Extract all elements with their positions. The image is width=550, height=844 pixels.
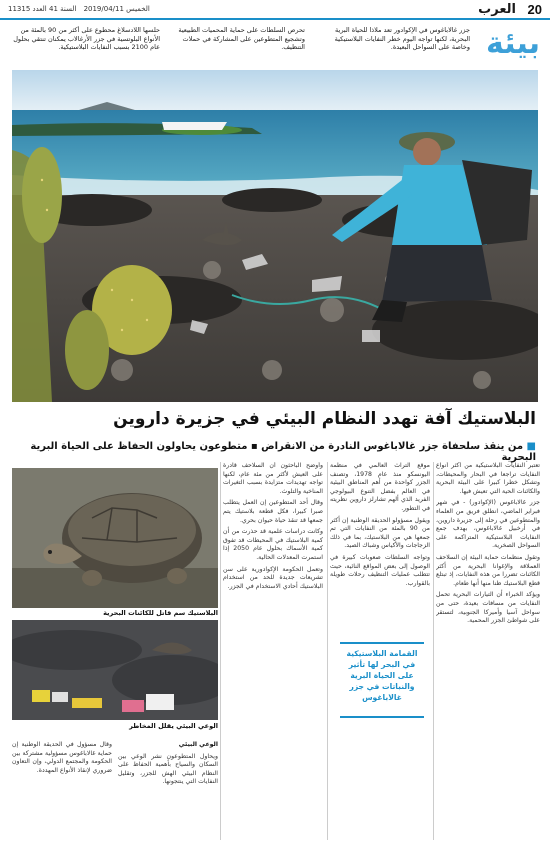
teaser-1: جزر غالاباغوس في الإكوادور تعد ملاذا للحياة البرية البحرية، لكنها تواجه اليوم خطر النفايات البلاستيكية وخاصة على السواحل البعيدة. (334, 26, 470, 51)
teaser-3: حلسها اللادسلاغ محطوع على أكثر من 90 بالمئة من الأنواع البلوتسية في جزر الأرغالاب يمكنان تنتقي بحلول عام 2100 بسبب النفايات البلاستيكية. (13, 26, 160, 51)
paragraph: وأوضح الباحثون أن السلاحف قادرة على العيش لأكثر من مئة عام، لكنها تواجه تهديدات متزايدة بسبب التغيرات المناخية والتلوث. (223, 462, 323, 495)
article-column-1 (436, 462, 540, 840)
hero-photo (12, 70, 538, 402)
paragraph: وقال أحد المتطوعين إن العمل يتطلب صبرا كبيرا، فكل قطعة بلاستيك يتم جمعها قد تنقذ حياة حيوان بحري. (223, 499, 323, 524)
section-title: بيئة (486, 26, 540, 61)
subhead-text: من ينقذ سلحفاة جزر غالاباغوس النادرة من الانقراض ▪ متطوعون يحاولون الحفاظ على الحياة البرية البحرية (30, 441, 536, 463)
paragraph: وتقول منظمات حماية البيئة إن السلاحف العملاقة والإغوانا البحرية من أكثر الكائنات تضررا من هذه النفايات، إذ تبتلع قطع البلاستيك ظنا منها أنها طعام. (436, 553, 540, 587)
beach-debris-photo (12, 620, 218, 720)
bullet-square-icon: ■ (526, 441, 536, 452)
tortoise-caption: البلاستيك سم قاتل للكائنات البحرية (103, 609, 218, 617)
paragraph: ويؤكد الخبراء أن التيارات البحرية تحمل النفايات من مسافات بعيدة، حتى من سواحل آسيا وأميركا الجنوبية، لتستقر على شواطئ الجزر المحمية. (436, 591, 540, 625)
article-column-4 (12, 741, 218, 840)
column-divider (220, 462, 221, 840)
paragraph: وتعمل الحكومة الإكوادورية على سن تشريعات جديدة للحد من استخدام البلاستيك أحادي الاستخدام في الجزر. (223, 565, 323, 590)
page-number: 20 (527, 2, 542, 17)
article-subhead (16, 441, 536, 463)
paragraph: ويحاول المتطوعون نشر الوعي بين السكان والسياح بأهمية الحفاظ على النظام البيئي الهش للجزر، وتقليل النفايات التي ينتجونها. (118, 752, 218, 786)
pull-quote: القمامة البلاستيكية في البحر لها تأثير على الحياة البرية والنباتات في جزر غالاباغوس (340, 642, 424, 718)
column-subtitle: الوعي البيئي (178, 741, 218, 748)
issue-info (8, 5, 155, 13)
article-headline: البلاستيك آفة تهدد النظام البيئي في جزيرة داروين (113, 409, 536, 429)
paragraph: ويقول مسؤولو الحديقة الوطنية إن أكثر من 90 بالمئة من النفايات التي تم جمعها هي من البلاستيك، بما في ذلك الزجاجات والأكياس وشباك الصيد. (330, 516, 430, 550)
paragraph: تعتبر النفايات البلاستيكية من أكثر أنواع النفايات تراجعا في البحار والمحيطات، وتشكل خطرا كبيرا على البيئة البحرية والكائنات الحية التي تعيش فيها. (436, 462, 540, 495)
issue-line: السنة 41 العدد 11315 (8, 5, 77, 13)
beach-caption: الوعي البيئي يقلل المخاطر (129, 722, 218, 730)
column-divider (433, 462, 434, 840)
top-bar (0, 0, 550, 20)
masthead-logo: العرب (478, 2, 516, 17)
paragraph: موقع التراث العالمي في منظمة اليونسكو منذ عام 1978، وتصنف الجزر كواحدة من أهم المناطق البيئية في العالم بفضل التنوع البيولوجي الفريد الذي ألهم تشارلز داروين نظريته في التطور. (330, 462, 430, 512)
column-divider (327, 462, 328, 840)
paragraph: وقال مسؤول في الحديقة الوطنية إن حماية غالاباغوس مسؤولية مشتركة بين الحكومة والمجتمع الدولي، وإن التعاون ضروري لإنقاذ الأنواع المهددة. (12, 741, 112, 774)
article-column-3 (223, 462, 323, 840)
teaser-2: تحرص السلطات على حماية المحميات الطبيعية وتشجيع المتطوعين على المشاركة في حملات التنظيف. (178, 26, 305, 51)
date-line: الخميس 2019/04/11 (83, 5, 150, 13)
paragraph: وكانت دراسات علمية قد حذرت من أن كمية البلاستيك في المحيطات قد تفوق كمية الأسماك بحلول عام 2050 إذا استمرت المعدلات الحالية. (223, 528, 323, 561)
paragraph: جزر غالاباغوس (الإكوادور) - في شهر فبراير الماضي، انطلق فريق من العلماء والمتطوعين في رحلة إلى جزيرة داروين، في أرخبيل غالاباغوس، بهدف جمع النفايات البلاستيكية المتراكمة على السواحل الصخرية. (436, 499, 540, 550)
paragraph: وتواجه السلطات صعوبات كبيرة في الوصول إلى بعض المواقع النائية، حيث تتطلب عمليات التنظيف رحلات طويلة بالقوارب. (330, 553, 430, 587)
tortoise-photo (12, 468, 218, 608)
